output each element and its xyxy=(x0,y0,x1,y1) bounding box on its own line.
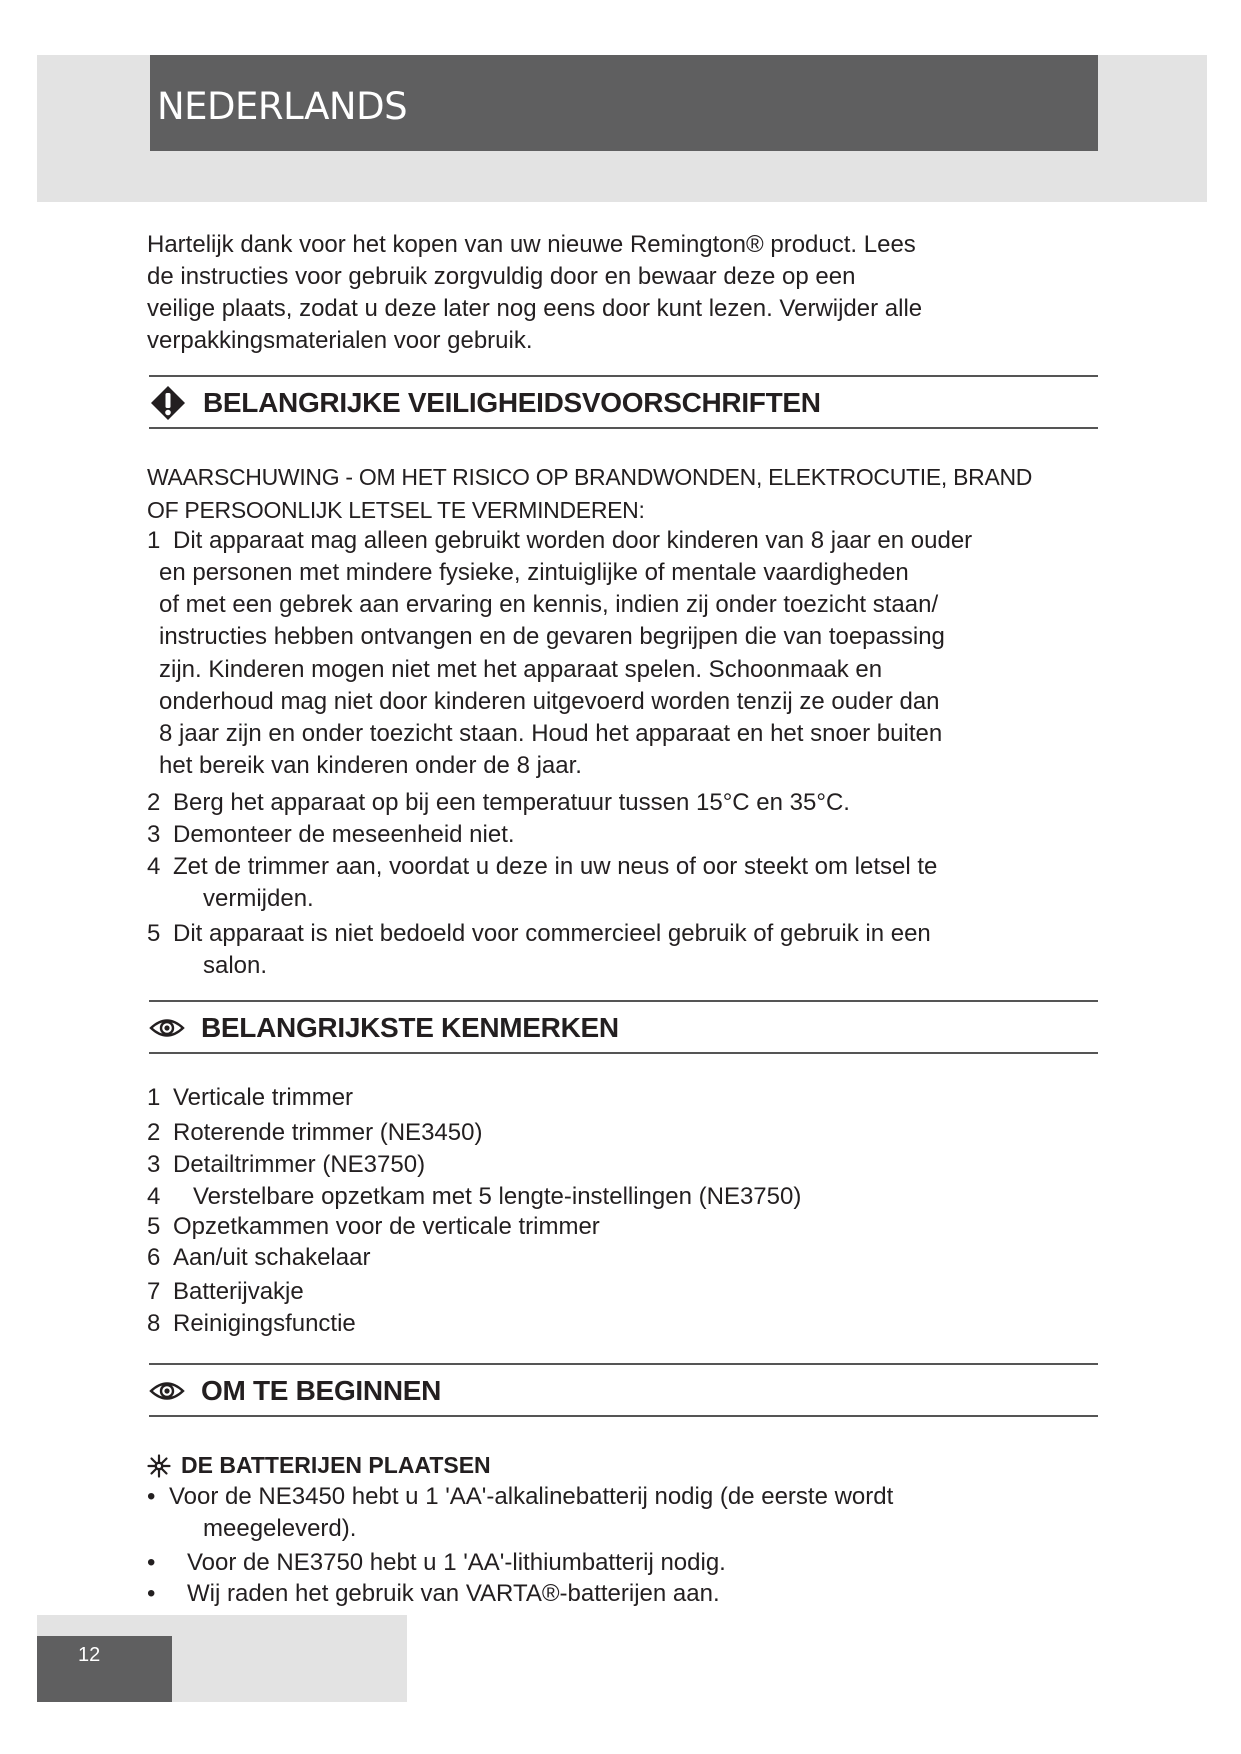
bullet-marker: • xyxy=(147,1580,156,1607)
intro-line: verpakkingsmaterialen voor gebruik. xyxy=(147,327,533,354)
item-text: Berg het apparaat op bij een temperatuur tussen 15°C en 35°C. xyxy=(173,789,850,816)
item-number: 7 xyxy=(147,1278,161,1305)
feature-item xyxy=(147,1211,1087,1243)
safety-item-1 xyxy=(147,525,1087,557)
item-continuation: salon. xyxy=(203,952,268,979)
feature-item xyxy=(147,1242,1087,1274)
getting-started-section-title: OM TE BEGINNEN xyxy=(201,1375,442,1406)
item-line: en personen met mindere fysieke, zintuiglijke of mentale vaardigheden xyxy=(159,559,909,586)
item-text: Roterende trimmer (NE3450) xyxy=(173,1119,483,1146)
section-rule-top xyxy=(149,1000,1098,1002)
item-text: Verstelbare opzetkam met 5 lengte-instellingen (NE3750) xyxy=(193,1183,802,1210)
item-number: 6 xyxy=(147,1244,161,1271)
intro-line: veilige plaats, zodat u deze later nog eens door kunt lezen. Verwijder alle xyxy=(147,295,923,322)
bullet-text: Voor de NE3450 hebt u 1 'AA'-alkalinebatterij nodig (de eerste wordt xyxy=(169,1483,894,1510)
item-line: instructies hebben ontvangen en de gevaren begrijpen die van toepassing xyxy=(159,623,945,651)
getting-started-section-heading xyxy=(149,1371,441,1411)
feature-item xyxy=(147,1181,1087,1213)
item-text: Dit apparaat is niet bedoeld voor commercieel gebruik of gebruik in een xyxy=(173,920,931,947)
feature-item xyxy=(147,1082,1087,1114)
intro-line: Hartelijk dank voor het kopen van uw nieuwe Remington® product. Lees xyxy=(147,231,916,258)
item-line: 8 jaar zijn en onder toezicht staan. Houd het apparaat en het snoer buiten xyxy=(159,720,943,748)
feature-item xyxy=(147,1308,1087,1340)
intro-line: de instructies voor gebruik zorgvuldig door en bewaar deze op een xyxy=(147,263,856,290)
item-number: 4 xyxy=(147,853,161,880)
bullet-continuation: meegeleverd). xyxy=(203,1515,357,1542)
intro-paragraph xyxy=(147,229,1027,357)
item-line: of met een gebrek aan ervaring en kennis, indien zij onder toezicht staan/ xyxy=(159,591,939,619)
bullet-marker: • xyxy=(147,1549,156,1576)
section-rule-bottom xyxy=(149,1052,1098,1054)
item-text: Dit apparaat mag alleen gebruikt worden door kinderen van 8 jaar en ouder xyxy=(173,527,973,554)
item-number: 2 xyxy=(147,1119,161,1146)
item-text: Zet de trimmer aan, voordat u deze in uw neus of oor steekt om letsel te xyxy=(173,853,938,880)
item-text: Verticale trimmer xyxy=(173,1084,354,1111)
section-rule-top xyxy=(149,1363,1098,1365)
bullet-item xyxy=(147,1547,1087,1579)
item-number: 5 xyxy=(147,1213,161,1240)
feature-item xyxy=(147,1276,1087,1308)
section-rule-bottom xyxy=(149,427,1098,429)
batteries-subtitle: DE BATTERIJEN PLAATSEN xyxy=(181,1452,491,1478)
item-number: 4 xyxy=(147,1183,161,1210)
safety-section-title: BELANGRIJKE VEILIGHEIDSVOORSCHRIFTEN xyxy=(203,387,821,418)
item-text: Aan/uit schakelaar xyxy=(173,1244,371,1271)
bullet-text: Voor de NE3750 hebt u 1 'AA'-lithiumbatterij nodig. xyxy=(187,1549,726,1576)
warning-line: WAARSCHUWING - OM HET RISICO OP BRANDWONDEN, ELEKTROCUTIE, BRAND xyxy=(147,464,1033,490)
page-number: 12 xyxy=(78,1644,101,1666)
item-number: 5 xyxy=(147,920,161,947)
safety-item-1-continuation xyxy=(159,557,1079,782)
item-text: Reinigingsfunctie xyxy=(173,1310,356,1337)
eye-icon xyxy=(149,1372,185,1410)
bullet-marker: • xyxy=(147,1483,156,1510)
warning-diamond-icon xyxy=(149,384,187,422)
item-number: 1 xyxy=(147,1084,161,1111)
safety-section-heading xyxy=(149,383,821,423)
feature-item xyxy=(147,1149,1087,1181)
safety-item-4 xyxy=(147,851,1087,915)
item-line: zijn. Kinderen mogen niet met het apparaat spelen. Schoonmaak en xyxy=(159,655,883,683)
item-text: Demonteer de meseenheid niet. xyxy=(173,821,515,848)
page-number-box xyxy=(37,1636,172,1702)
item-number: 3 xyxy=(147,821,161,848)
safety-item-3 xyxy=(147,819,1087,851)
item-text: Detailtrimmer (NE3750) xyxy=(173,1151,426,1178)
item-continuation: vermijden. xyxy=(203,885,314,912)
item-line: onderhoud mag niet door kinderen uitgevoerd worden tenzij ze ouder dan xyxy=(159,687,940,715)
eye-icon xyxy=(149,1009,185,1047)
item-number: 2 xyxy=(147,789,161,816)
bullet-item xyxy=(147,1578,1087,1610)
sparkle-icon xyxy=(147,1454,171,1478)
feature-item xyxy=(147,1117,1087,1149)
warning-line: OF PERSOONLIJK LETSEL TE VERMINDEREN: xyxy=(147,497,645,523)
item-number: 8 xyxy=(147,1310,161,1337)
safety-item-2 xyxy=(147,787,1087,819)
item-number: 3 xyxy=(147,1151,161,1178)
safety-item-5 xyxy=(147,918,1087,982)
item-number: 1 xyxy=(147,527,161,554)
features-section-title: BELANGRIJKSTE KENMERKEN xyxy=(201,1012,619,1043)
batteries-subheading xyxy=(147,1452,491,1479)
bullet-text: Wij raden het gebruik van VARTA®-batterijen aan. xyxy=(187,1580,720,1607)
section-rule-top xyxy=(149,375,1098,377)
bullet-item xyxy=(147,1481,1087,1545)
features-section-heading xyxy=(149,1008,619,1048)
item-line: het bereik van kinderen onder de 8 jaar. xyxy=(159,752,582,780)
item-text: Opzetkammen voor de verticale trimmer xyxy=(173,1213,600,1240)
page-title: NEDERLANDS xyxy=(157,85,408,128)
item-text: Batterijvakje xyxy=(173,1278,304,1305)
section-rule-bottom xyxy=(149,1415,1098,1417)
warning-lead xyxy=(147,461,1097,527)
